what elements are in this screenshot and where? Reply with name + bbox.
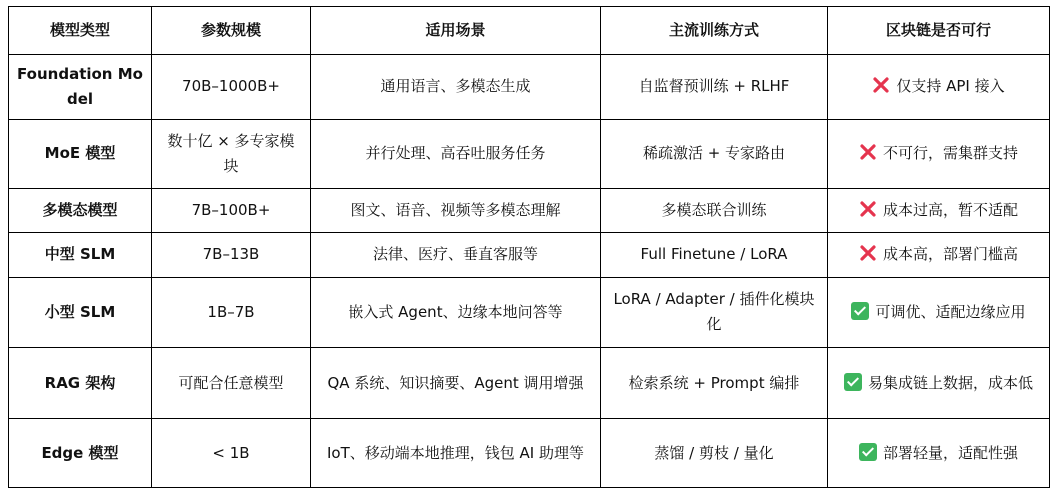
cell-scenario: 嵌入式 Agent、边缘本地问答等 xyxy=(311,277,601,348)
feasibility-text: 成本过高，暂不适配 xyxy=(882,200,1018,219)
header-model-type: 模型类型 xyxy=(9,7,152,55)
table-body xyxy=(9,55,1050,488)
cross-icon xyxy=(859,143,877,161)
feasibility-text: 成本高，部署门槛高 xyxy=(882,245,1018,264)
cell-param-scale: 7B–100B+ xyxy=(152,188,311,233)
cell-model-type: MoE 模型 xyxy=(9,119,152,188)
header-scenario: 适用场景 xyxy=(311,7,601,55)
table-row xyxy=(9,419,1050,488)
check-icon xyxy=(844,373,862,391)
cell-scenario: 法律、医疗、垂直客服等 xyxy=(311,233,601,278)
cell-model-type: 小型 SLM xyxy=(9,277,152,348)
header-param-scale: 参数规模 xyxy=(152,7,311,55)
feasibility-text: 部署轻量，适配性强 xyxy=(882,443,1018,462)
cell-scenario: IoT、移动端本地推理，钱包 AI 助理等 xyxy=(311,419,601,488)
cell-param-scale: 可配合任意模型 xyxy=(152,348,311,419)
cell-scenario: 图文、语音、视频等多模态理解 xyxy=(311,188,601,233)
check-icon xyxy=(859,443,877,461)
cell-param-scale: < 1B xyxy=(152,419,311,488)
cell-feasibility xyxy=(828,233,1050,278)
cell-training: 检索系统 + Prompt 编排 xyxy=(601,348,828,419)
table-row xyxy=(9,119,1050,188)
cell-param-scale: 数十亿 × 多专家模块 xyxy=(152,119,311,188)
header-training: 主流训练方式 xyxy=(601,7,828,55)
cell-model-type: Foundation Model xyxy=(9,55,152,120)
cell-feasibility xyxy=(828,188,1050,233)
cell-model-type: RAG 架构 xyxy=(9,348,152,419)
feasibility-text: 不可行，需集群支持 xyxy=(882,144,1018,163)
table-row xyxy=(9,233,1050,278)
cell-feasibility xyxy=(828,348,1050,419)
cell-feasibility xyxy=(828,419,1050,488)
cell-param-scale: 1B–7B xyxy=(152,277,311,348)
cell-feasibility xyxy=(828,277,1050,348)
feasibility-text: 易集成链上数据，成本低 xyxy=(867,373,1033,392)
header-blockchain-feasible: 区块链是否可行 xyxy=(828,7,1050,55)
cell-param-scale: 70B–1000B+ xyxy=(152,55,311,120)
table-header-row xyxy=(9,7,1050,55)
feasibility-text: 仅支持 API 接入 xyxy=(896,77,1005,96)
cell-training: Full Finetune / LoRA xyxy=(601,233,828,278)
cell-model-type: Edge 模型 xyxy=(9,419,152,488)
check-icon xyxy=(851,302,869,320)
cell-training: 蒸馏 / 剪枝 / 量化 xyxy=(601,419,828,488)
cross-icon xyxy=(872,76,890,94)
cell-training: 稀疏激活 + 专家路由 xyxy=(601,119,828,188)
cross-icon xyxy=(859,244,877,262)
cell-model-type: 中型 SLM xyxy=(9,233,152,278)
table-row xyxy=(9,55,1050,120)
table-row xyxy=(9,188,1050,233)
cell-training: LoRA / Adapter / 插件化模块化 xyxy=(601,277,828,348)
table-row xyxy=(9,277,1050,348)
cross-icon xyxy=(859,200,877,218)
cell-feasibility xyxy=(828,119,1050,188)
feasibility-text: 可调优、适配边缘应用 xyxy=(875,302,1026,321)
model-comparison-table xyxy=(8,6,1050,488)
cell-model-type: 多模态模型 xyxy=(9,188,152,233)
cell-training: 多模态联合训练 xyxy=(601,188,828,233)
cell-param-scale: 7B–13B xyxy=(152,233,311,278)
cell-training: 自监督预训练 + RLHF xyxy=(601,55,828,120)
table-row xyxy=(9,348,1050,419)
cell-feasibility xyxy=(828,55,1050,120)
cell-scenario: 通用语言、多模态生成 xyxy=(311,55,601,120)
cell-scenario: QA 系统、知识摘要、Agent 调用增强 xyxy=(311,348,601,419)
cell-scenario: 并行处理、高吞吐服务任务 xyxy=(311,119,601,188)
